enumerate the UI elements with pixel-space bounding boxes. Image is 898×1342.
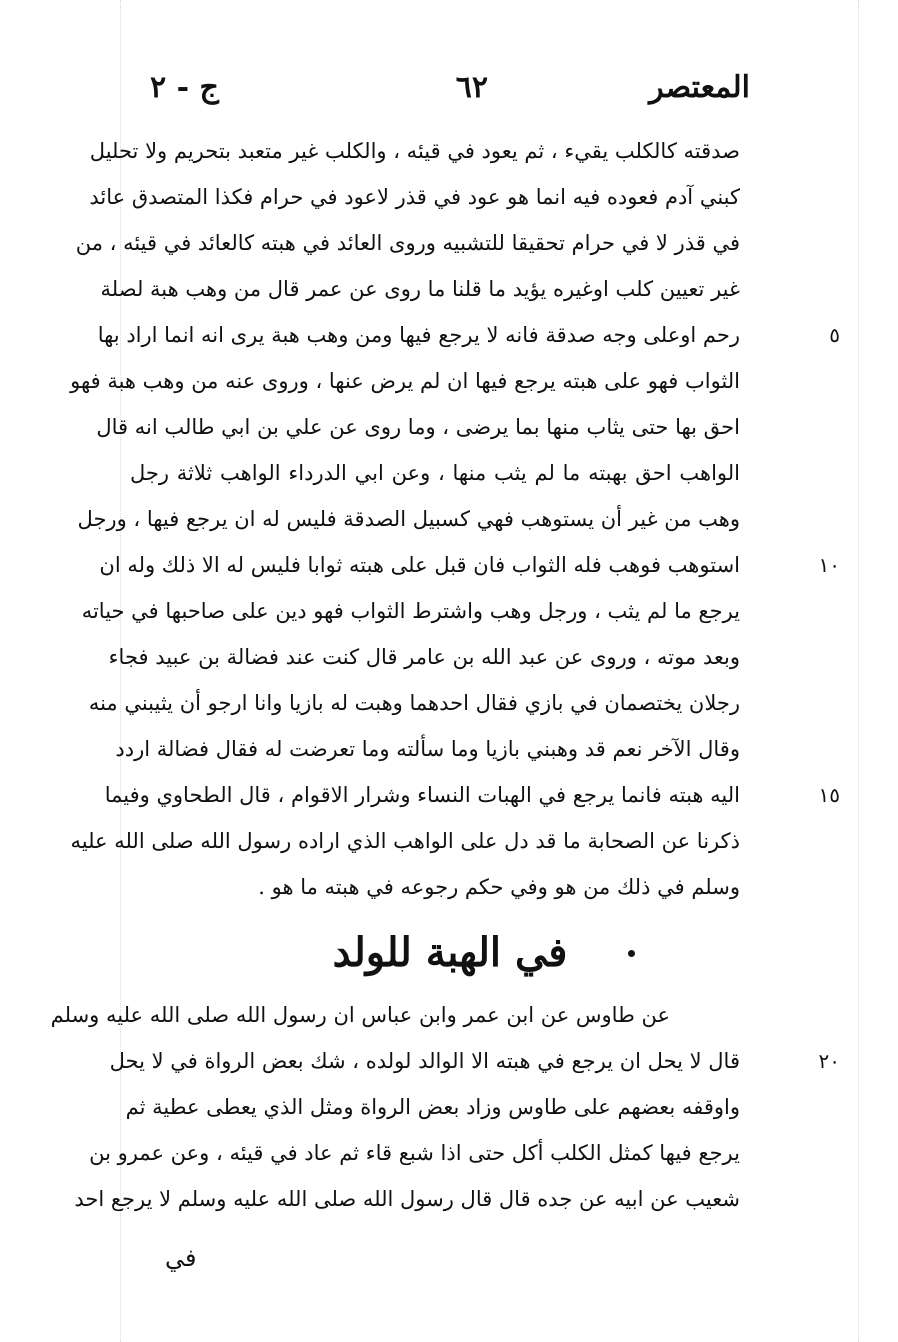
text-line: احق بها حتى يثاب منها بما يرضى ، وما روى عن علي بن ابي طالب انه قال (96, 415, 740, 439)
text-line: صدقته كالكلب يقيء ، ثم يعود في قيئه ، والكلب غير متعبد بتحريم ولا تحليل (89, 139, 740, 163)
text-line: استوهب فوهب فله الثواب فان قبل على هبته ثوابا فليس له الا ذلك وله ان (99, 553, 740, 577)
text-line: ذكرنا عن الصحابة ما قد دل على الواهب الذي اراده رسول الله صلى الله عليه (70, 829, 740, 853)
text-line: الثواب فهو على هبته يرجع فيها ان لم يرض عنها ، وروى عنه من وهب هبة فهو (70, 369, 740, 393)
text-line: عن طاوس عن ابن عمر وابن عباس ان رسول الله صلى الله عليه وسلم (50, 1003, 670, 1027)
line-number: ٢٠ (818, 1049, 840, 1073)
text-line: وهب من غير أن يستوهب فهي كسبيل الصدقة فليس له ان يرجع فيها ، ورجل (77, 507, 740, 531)
text-line: واوقفه بعضهم على طاوس وزاد بعض الرواة ومثل الذي يعطى عطية ثم (125, 1095, 740, 1119)
text-line: اليه هبته فانما يرجع في الهبات النساء وشرار الاقوام ، قال الطحاوي وفيما (104, 783, 740, 807)
text-line: يرجع فيها كمثل الكلب أكل حتى اذا شبع قاء ثم عاد في قيئه ، وعن عمرو بن (89, 1141, 740, 1165)
section-heading: في الهبة للولد (332, 929, 568, 976)
text-line: وبعد موته ، وروى عن عبد الله بن عامر قال كنت عند فضالة بن عبيد فجاء (108, 645, 740, 669)
book-title: المعتصر (649, 70, 750, 105)
text-line: رحم اوعلى وجه صدقة فانه لا يرجع فيها ومن وهب هبة يرى انه انما اراد بها (97, 323, 740, 347)
text-line: قال لا يحل ان يرجع في هبته الا الوالد لولده ، شك بعض الرواة في لا يحل (109, 1049, 740, 1073)
running-head (150, 70, 750, 120)
text-line: الواهب احق بهبته ما لم يثب منها ، وعن ابي الدرداء الواهب ثلاثة رجل (130, 461, 740, 485)
text-line: يرجع ما لم يثب ، ورجل وهب واشترط الثواب فهو دين على صاحبها في حياته (81, 599, 740, 623)
ornament-dot (628, 950, 635, 957)
paragraph-1 (70, 128, 740, 910)
text-line: في قذر لا في حرام تحقيقا للتشبيه وروى العائد في هبته كالعائد في قيئه ، من (75, 231, 740, 255)
text-line: شعيب عن ابيه عن جده قال قال رسول الله صلى الله عليه وسلم لا يرجع احد (74, 1187, 740, 1211)
line-number: ١٠ (818, 553, 840, 577)
line-number: ٥ (829, 323, 840, 347)
catchword: في (165, 1244, 197, 1272)
text-line: غير تعيين كلب اوغيره يؤيد ما قلنا ما روى عن عمر قال من وهب هبة لصلة (100, 277, 740, 301)
text-line: رجلان يختصمان في بازي فقال احدهما وهبت له بازيا وانا ارجو أن يثيبني منه (88, 691, 740, 715)
text-line: وقال الآخر نعم قد وهبني بازيا وما سألته وما تعرضت له فقال فضالة اردد (115, 737, 740, 761)
page-number: ٦٢ (455, 70, 488, 105)
paragraph-2 (50, 992, 740, 1222)
text-line: وسلم في ذلك من هو وفي حكم رجوعه في هبته ما هو . (258, 875, 740, 899)
volume-label: ج - ٢ (150, 70, 219, 105)
line-number: ١٥ (818, 783, 840, 807)
text-line: كبني آدم فعوده فيه انما هو عود في قذر لاعود في حرام فكذا المتصدق عائد (89, 185, 740, 209)
scan-fold-line (858, 0, 859, 1342)
